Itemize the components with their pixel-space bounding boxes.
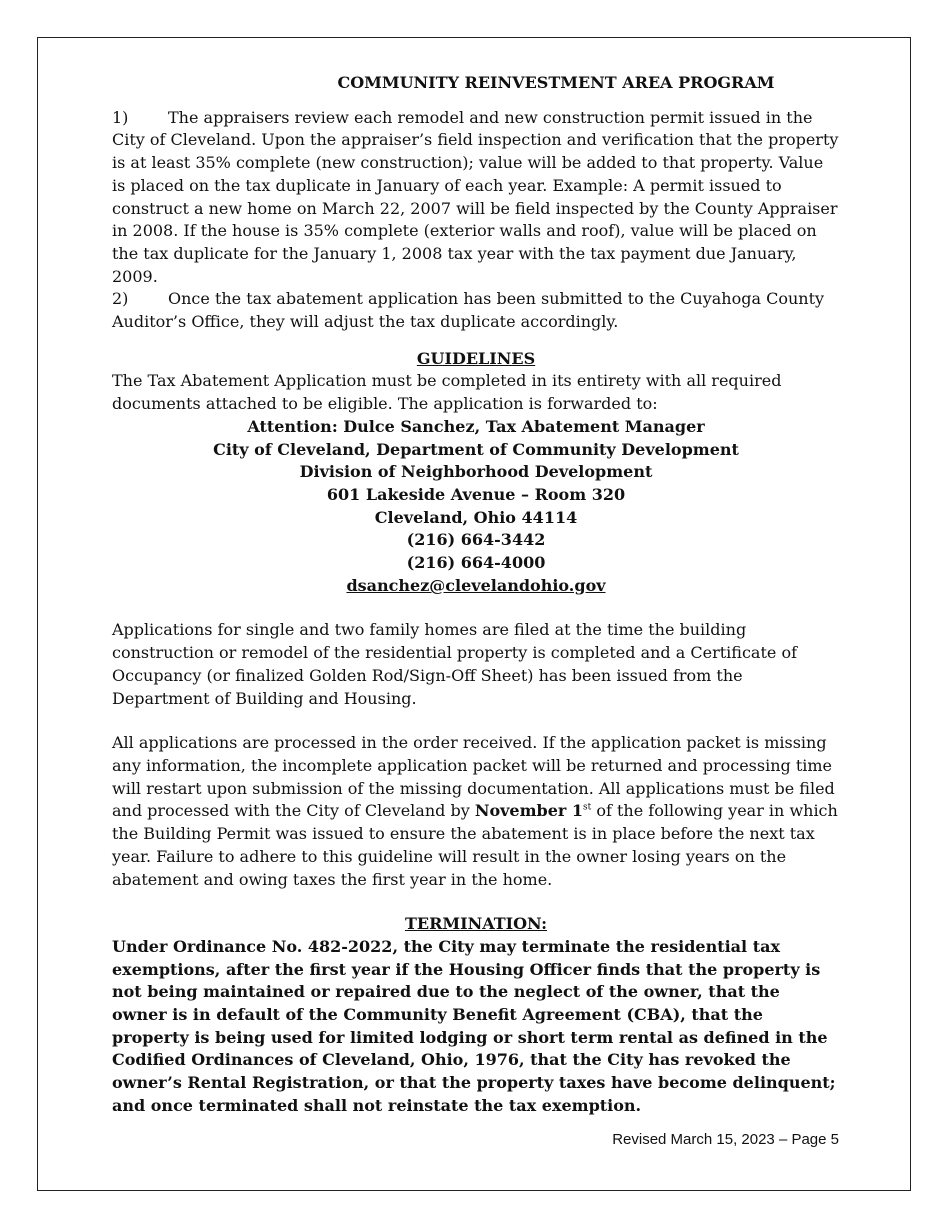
processing-paragraph: All applications are processed in the order received. If the application packet is missing any information, the incomplete application packet will be returned and processing time will restart upon submission of the missing documentation. All applications must be filed and processed with the City of Cleveland by November 1st of the following year in which the Building Permit was issued to ensure the abatement is in place before the next tax year. Failure to adhere to this guideline will result in the owner losing years on the abatement and owing taxes the first year in the home.: [112, 733, 838, 889]
address-phone-2: (216) 664-4000: [406, 553, 546, 573]
address-phone-1: (216) 664-3442: [406, 530, 546, 550]
address-city: Cleveland, Ohio 44114: [374, 507, 578, 527]
page-footer: Revised March 15, 2023 – Page 5: [612, 1131, 839, 1148]
item-number: 2): [112, 289, 129, 309]
item-number: 1): [112, 107, 129, 127]
document-body: [112, 72, 840, 1118]
numbered-item-1: [112, 107, 840, 289]
address-street: 601 Lakeside Avenue – Room 320: [326, 484, 626, 504]
termination-text: Under Ordinance No. 482-2022, the City may terminate the residential tax exemptions, after the first year if the Housing Officer finds that the property is not being maintained or repaired due to the neglect of the owner, that the owner is in default of the Community Benefit Agreement (CBA), that the property is being used for limited lodging or short term rental as defined in the Codified Ordinances of Cleveland, Ohio, 1976, that the City has revoked the owner’s Rental Registration, or that the property taxes have become delinquent; and once terminated shall not reinstate the tax exemption.: [112, 936, 836, 1115]
address-attention: Attention: Dulce Sanchez, Tax Abatement Manager: [247, 416, 705, 436]
page-title: COMMUNITY REINVESTMENT AREA PROGRAM: [337, 73, 775, 92]
mailing-address: [112, 416, 840, 598]
guidelines-heading: GUIDELINES: [416, 348, 536, 368]
item-text: The appraisers review each remodel and new construction permit issued in the City of Cleveland. Upon the appraiser’s field inspection and verification that the property is at least 35% complete (new construction); value will be added to that property. Value is placed on the tax duplicate in January of each year. Example: A permit issued to construct a new home on March 22, 2007 will be field inspected by the County Appraiser in 2008. If the house is 35% complete (exterior walls and roof), value will be placed on the tax duplicate for the January 1, 2008 tax year with the tax payment due January, 2009.: [112, 107, 839, 286]
address-division: Division of Neighborhood Development: [299, 462, 653, 482]
item-text: Once the tax abatement application has been submitted to the Cuyahoga County Auditor’s Office, they will adjust the tax duplicate accordingly.: [112, 289, 825, 332]
deadline-date: November 1: [474, 801, 584, 821]
address-organization: City of Cleveland, Department of Community Development: [213, 439, 739, 459]
email-link[interactable]: dsanchez@clevelandohio.gov: [346, 575, 606, 595]
numbered-item-2: [112, 288, 840, 333]
guidelines-intro: The Tax Abatement Application must be completed in its entirety with all required documents attached to be eligible. The application is forwarded to:: [112, 371, 782, 414]
termination-heading: TERMINATION:: [404, 914, 548, 934]
applications-paragraph: Applications for single and two family homes are filed at the time the building construction or remodel of the residential property is completed and a Certificate of Occupancy (or finalized Golden Rod/Sign-Off Sheet) has been issued from the Department of Building and Housing.: [112, 620, 797, 708]
ordinal-suffix: st: [583, 803, 592, 814]
